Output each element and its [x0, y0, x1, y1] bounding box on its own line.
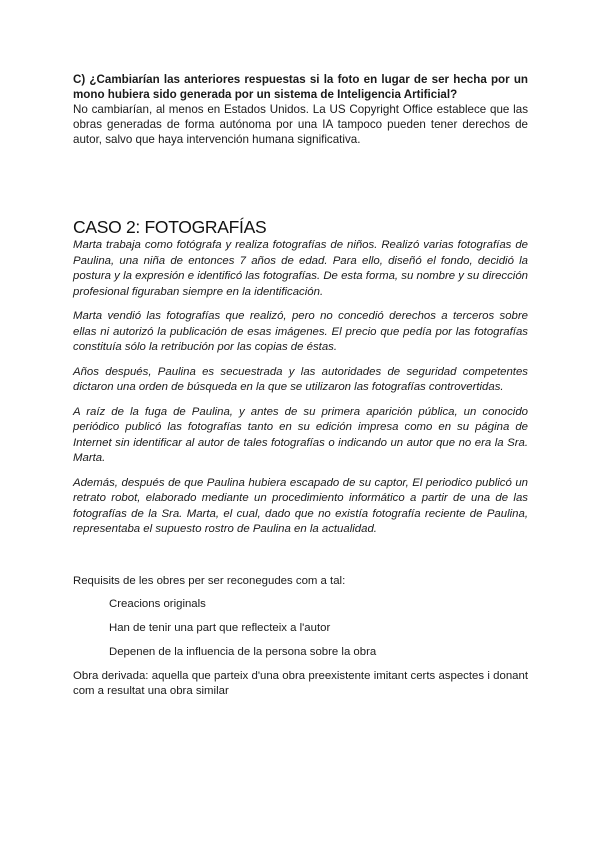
document-page	[73, 72, 528, 699]
case-paragraph: Marta trabaja como fotógrafa y realiza fotografías de niños. Realizó varias fotografías de Paulina, una niña de entonces 7 años de edad. Para ello, diseñó el fondo, decidió la postura y la expresión e identificó las fotografías. De esta forma, su nombre y su dirección profesional figuraban siempre en la identificación.	[73, 239, 528, 298]
case-title: CASO 2: FOTOGRAFÍAS	[73, 217, 267, 237]
case-body	[73, 238, 528, 538]
section-c-question: C) ¿Cambiarían las anteriores respuestas si la foto en lugar de ser hecha por un mono hubiera sido generada por un sistema de Inteligencia Artificial?	[73, 73, 528, 101]
requisit-item: Creacions originals	[109, 597, 206, 610]
requisits-list	[73, 597, 528, 660]
section-c	[73, 72, 528, 147]
requisit-item: Depenen de la influencia de la persona sobre la obra	[109, 645, 377, 658]
case-paragraph: Marta vendió las fotografías que realizó, pero no concedió derechos a terceros sobre ellas ni autorizó la publicación de esas imágenes. El precio que pedía por las fotografías constituía sólo la retribución por las copias de éstas.	[73, 310, 528, 353]
section-c-answer: No cambiarían, al menos en Estados Unidos. La US Copyright Office establece que las obras generadas de forma autónoma por una IA tampoco pueden tener derechos de autor, salvo que haya intervención humana significativa.	[73, 103, 528, 146]
case-paragraph: Años después, Paulina es secuestrada y las autoridades de seguridad competentes dictaron una orden de búsqueda en la que se utilizaron las fotografías controvertidas.	[73, 365, 528, 393]
obra-derivada-definition: Obra derivada: aquella que parteix d'una obra preexistente imitant certs aspectes i donant com a resultat una obra similar	[73, 669, 528, 697]
case-paragraph: A raíz de la fuga de Paulina, y antes de su primera aparición pública, un conocido periódico publicó las fotografías tanto en su edición impresa como en su página de Internet sin identificar al autor de tales fotografías o indicando un autor que no era la Sra. Marta.	[73, 405, 528, 464]
requisits-intro: Requisits de les obres per ser reconegudes com a tal:	[73, 574, 346, 587]
requisit-item: Han de tenir una part que reflecteix a l'autor	[109, 621, 331, 634]
case-paragraph: Además, después de que Paulina hubiera escapado de su captor, El periodico publicó un retrato robot, elaborado mediante un procedimiento informático a partir de una de las fotografías de la Sra. Marta, el cual, dado que no existía fotografía reciente de Paulina, representaba el supuesto rostro de Paulina en la actualidad.	[73, 476, 528, 535]
